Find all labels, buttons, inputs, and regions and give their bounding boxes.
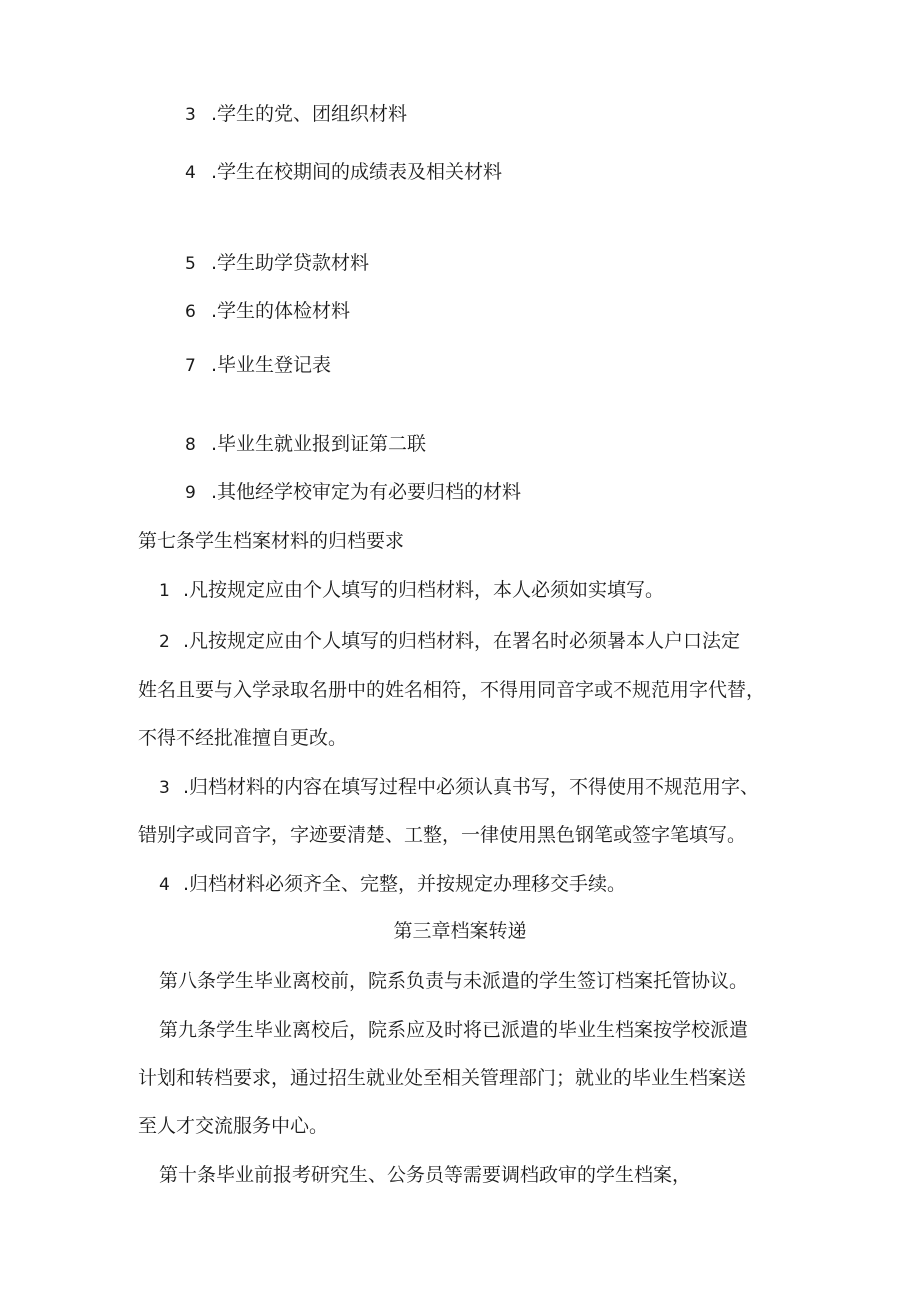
article-7-item-2-cont: 姓名且要与入学录取名册中的姓名相符，不得用同音字或不规范用字代替， xyxy=(138,679,766,701)
article-9-cont: 计划和转档要求，通过招生就业处至相关管理部门；就业的毕业生档案送 xyxy=(138,1067,747,1089)
article-7-item-2: 2 .凡按规定应由个人填写的归档材料，在署名时必须暑本人户口法定 xyxy=(159,630,741,652)
list-item: 6 .学生的体检材料 xyxy=(185,300,351,322)
article-7-title: 第七条学生档案材料的归档要求 xyxy=(138,530,405,552)
article-8: 第八条学生毕业离校前，院系负责与未派遣的学生签订档案托管协议。 xyxy=(159,970,749,992)
article-9-cont: 至人才交流服务中心。 xyxy=(138,1115,329,1137)
list-item: 3 .学生的党、团组织材料 xyxy=(185,103,408,125)
article-7-item-2-cont: 不得不经批准擅自更改。 xyxy=(138,727,348,749)
list-item: 9 .其他经学校审定为有必要归档的材料 xyxy=(185,481,522,503)
list-item: 5 .学生助学贷款材料 xyxy=(185,252,370,274)
article-9: 第九条学生毕业离校后，院系应及时将已派遣的毕业生档案按学校派遣 xyxy=(159,1019,749,1041)
article-7-item-3-cont: 错别字或同音字，字迹要清楚、工整，一律使用黑色钢笔或签字笔填写。 xyxy=(138,824,747,846)
article-7-item-1: 1 .凡按规定应由个人填写的归档材料，本人必须如实填写。 xyxy=(159,579,665,601)
list-item: 7 .毕业生登记表 xyxy=(185,354,332,376)
list-item: 4 .学生在校期间的成绩表及相关材料 xyxy=(185,161,503,183)
article-7-item-4: 4 .归档材料必须齐全、完整，并按规定办理移交手续。 xyxy=(159,873,627,895)
article-7-item-3: 3 .归档材料的内容在填写过程中必须认真书写，不得使用不规范用字、 xyxy=(159,776,760,798)
chapter-3-title: 第三章档案转递 xyxy=(393,920,527,942)
list-item: 8 .毕业生就业报到证第二联 xyxy=(185,433,427,455)
article-10: 第十条毕业前报考研究生、公务员等需要调档政审的学生档案， xyxy=(159,1164,692,1186)
